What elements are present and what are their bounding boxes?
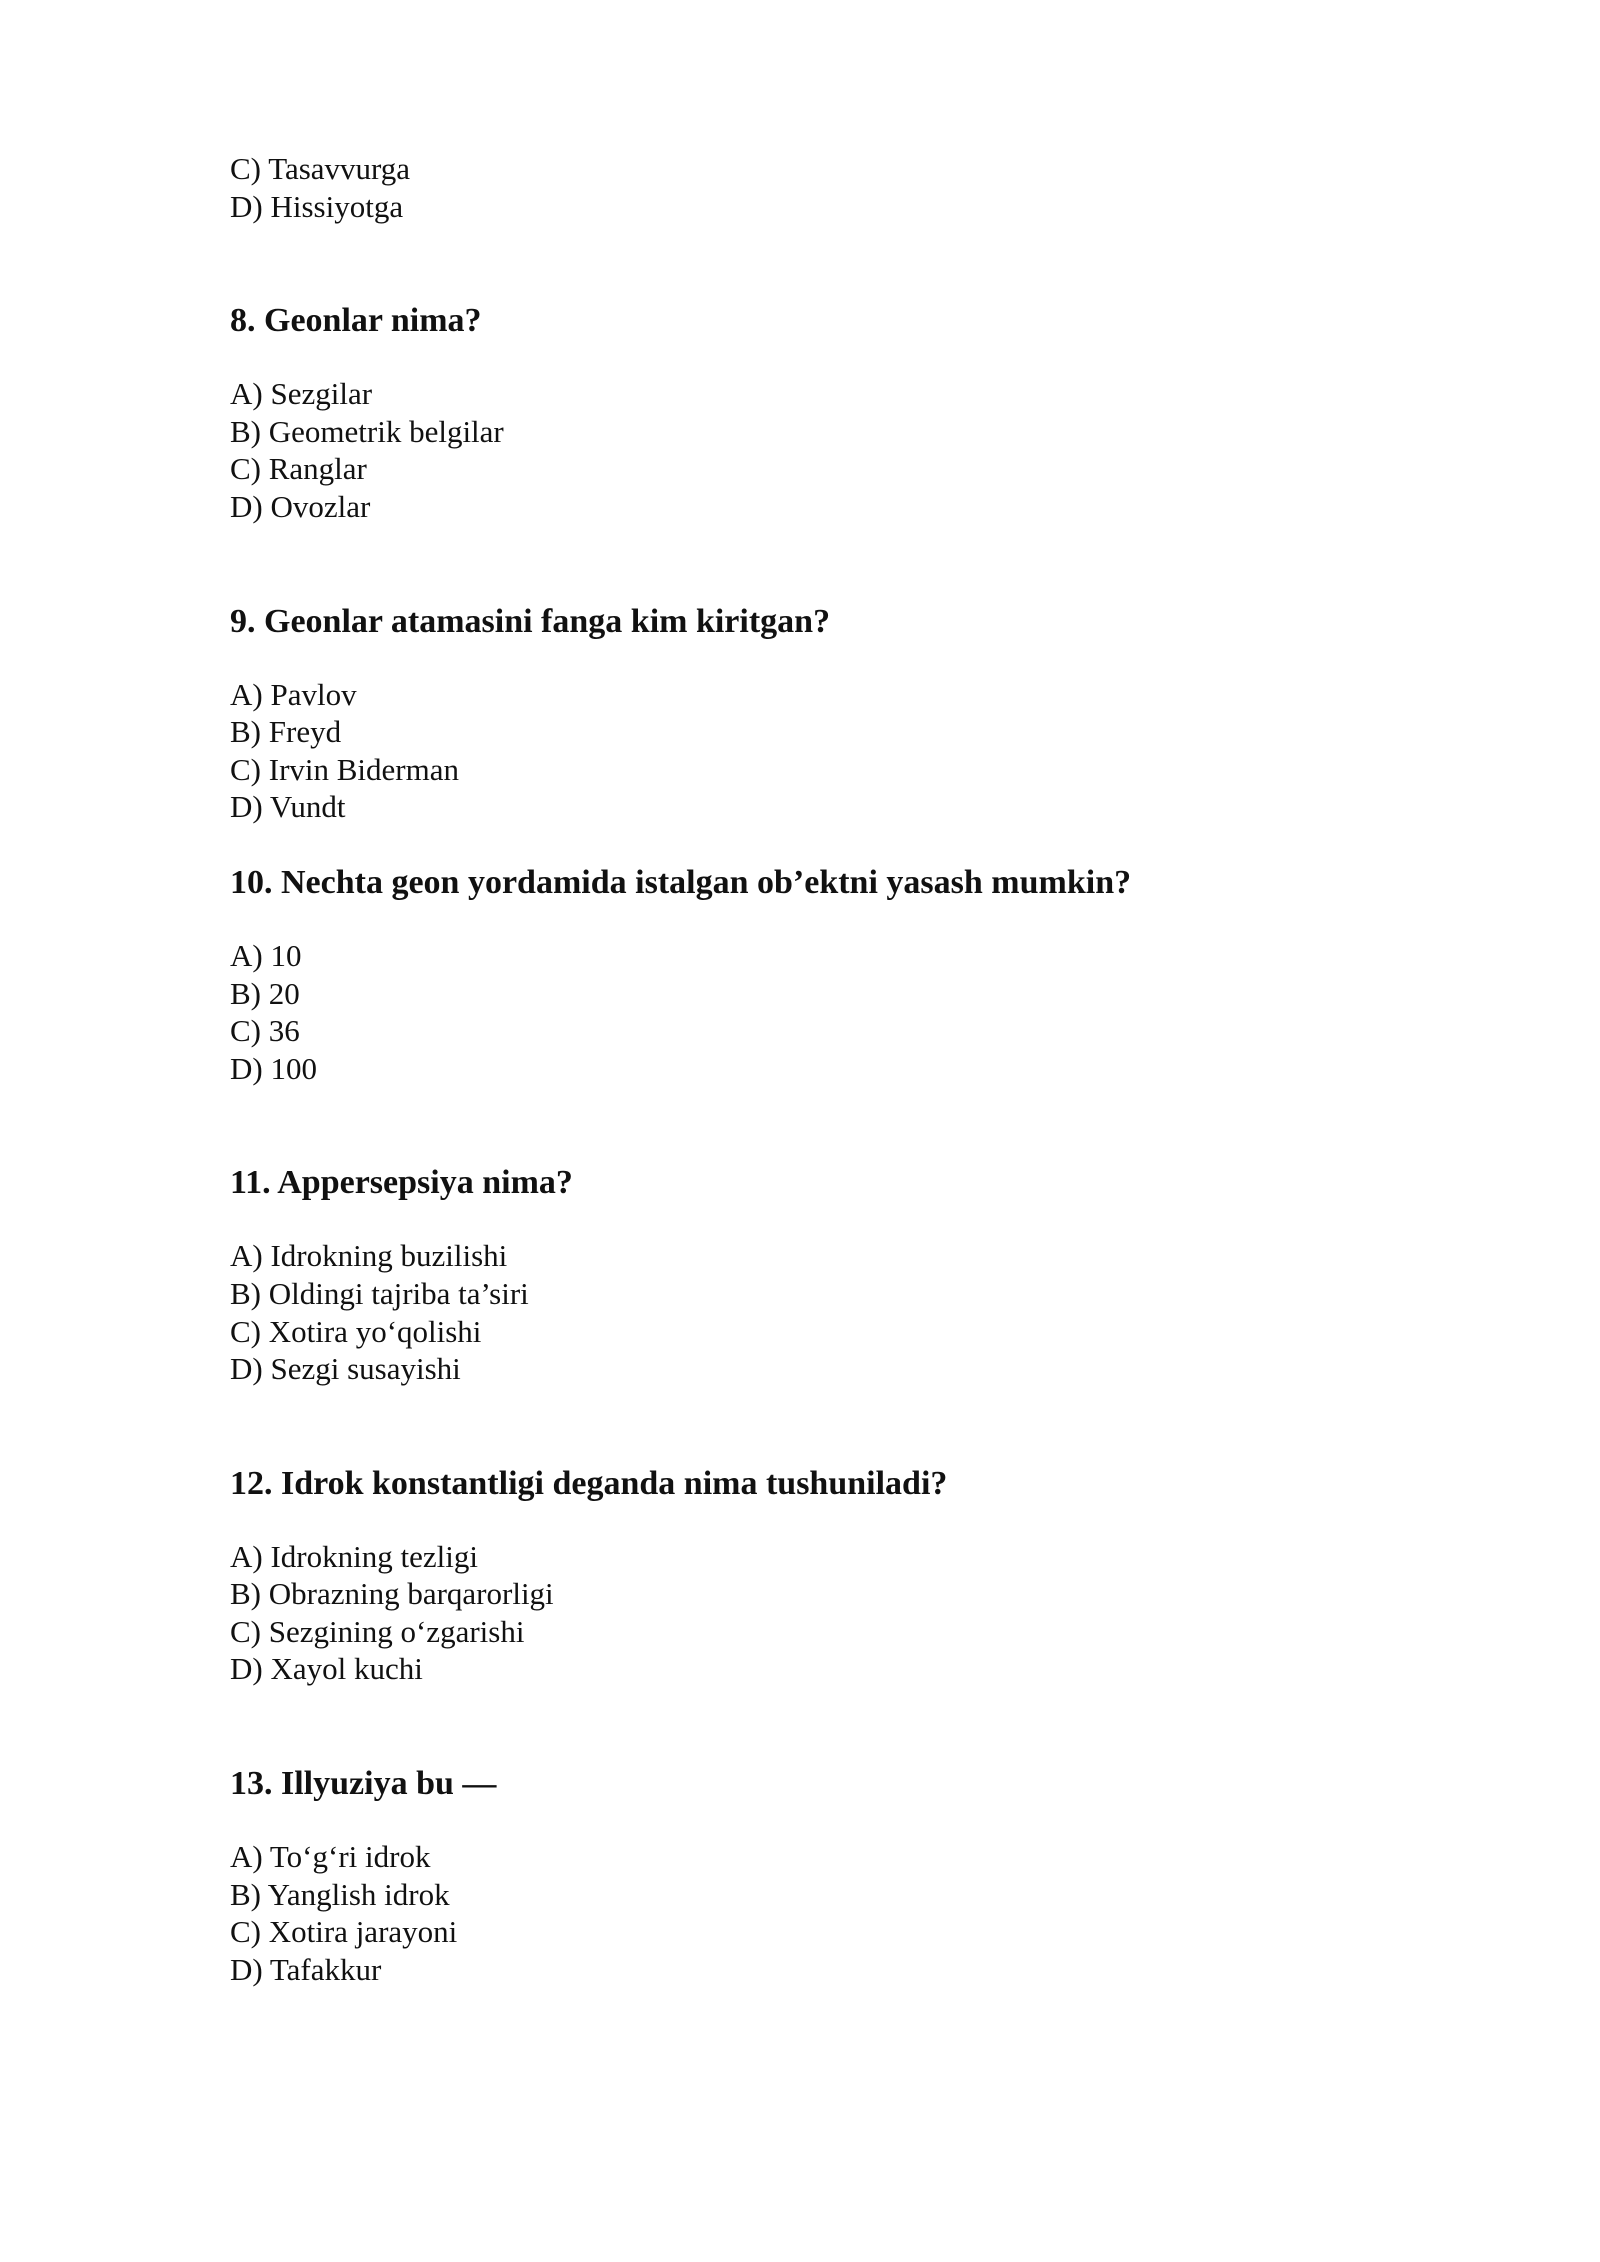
option-d: D) Ovozlar bbox=[230, 488, 371, 524]
question-block-9 bbox=[230, 602, 1430, 826]
option-b: B) Obrazning barqarorligi bbox=[230, 1576, 554, 1612]
question-title: 12. Idrok konstantligi deganda nima tushuniladi? bbox=[230, 1464, 948, 1502]
question-title: 11. Appersepsiya nima? bbox=[230, 1164, 573, 1202]
question-title: 9. Geonlar atamasini fanga kim kiritgan? bbox=[230, 602, 831, 640]
option-b: B) Freyd bbox=[230, 714, 342, 750]
option-d: D) 100 bbox=[230, 1050, 317, 1086]
question-title: 10. Nechta geon yordamida istalgan ob’ektni yasash mumkin? bbox=[230, 863, 1132, 901]
answer-options bbox=[230, 937, 1430, 1087]
option-b: B) Oldingi tajriba ta’siri bbox=[230, 1275, 529, 1311]
question-title: 8. Geonlar nima? bbox=[230, 302, 482, 340]
option-d: D) Hissiyotga bbox=[230, 188, 404, 224]
answer-options bbox=[230, 676, 1430, 826]
option-d: D) Tafakkur bbox=[230, 1951, 382, 1987]
option-c: C) Irvin Biderman bbox=[230, 751, 460, 787]
option-c: C) Xotira yo‘qolishi bbox=[230, 1313, 482, 1349]
option-c: C) 36 bbox=[230, 1013, 300, 1049]
question-block-12 bbox=[230, 1464, 1430, 1688]
option-b: B) Geometrik belgilar bbox=[230, 413, 504, 449]
option-d: D) Vundt bbox=[230, 789, 346, 825]
option-a: A) Idrokning buzilishi bbox=[230, 1238, 508, 1274]
option-c: C) Tasavvurga bbox=[230, 151, 411, 186]
option-d: D) Sezgi susayishi bbox=[230, 1351, 461, 1387]
option-a: A) Sezgilar bbox=[230, 376, 373, 412]
option-a: A) Pavlov bbox=[230, 676, 357, 712]
answer-options bbox=[230, 1538, 1430, 1688]
option-a: A) To‘g‘ri idrok bbox=[230, 1839, 431, 1875]
option-c: C) Ranglar bbox=[230, 451, 367, 487]
option-a: A) Idrokning tezligi bbox=[230, 1538, 478, 1574]
option-b: B) Yanglish idrok bbox=[230, 1876, 450, 1912]
option-a: A) 10 bbox=[230, 937, 302, 973]
document-page bbox=[230, 150, 1430, 1988]
answer-options bbox=[230, 1838, 1430, 1988]
question-block-11 bbox=[230, 1163, 1430, 1387]
option-b: B) 20 bbox=[230, 975, 300, 1011]
answer-options bbox=[230, 375, 1430, 525]
option-c: C) Sezgining o‘zgarishi bbox=[230, 1613, 525, 1649]
question-block-13 bbox=[230, 1764, 1430, 1988]
question-block-10 bbox=[230, 863, 1430, 1087]
option-d: D) Xayol kuchi bbox=[230, 1651, 423, 1687]
answer-options bbox=[230, 1237, 1430, 1387]
previous-question-options bbox=[230, 150, 1430, 225]
question-title: 13. Illyuziya bu — bbox=[230, 1765, 497, 1803]
question-block-8 bbox=[230, 301, 1430, 525]
option-c: C) Xotira jarayoni bbox=[230, 1914, 458, 1950]
